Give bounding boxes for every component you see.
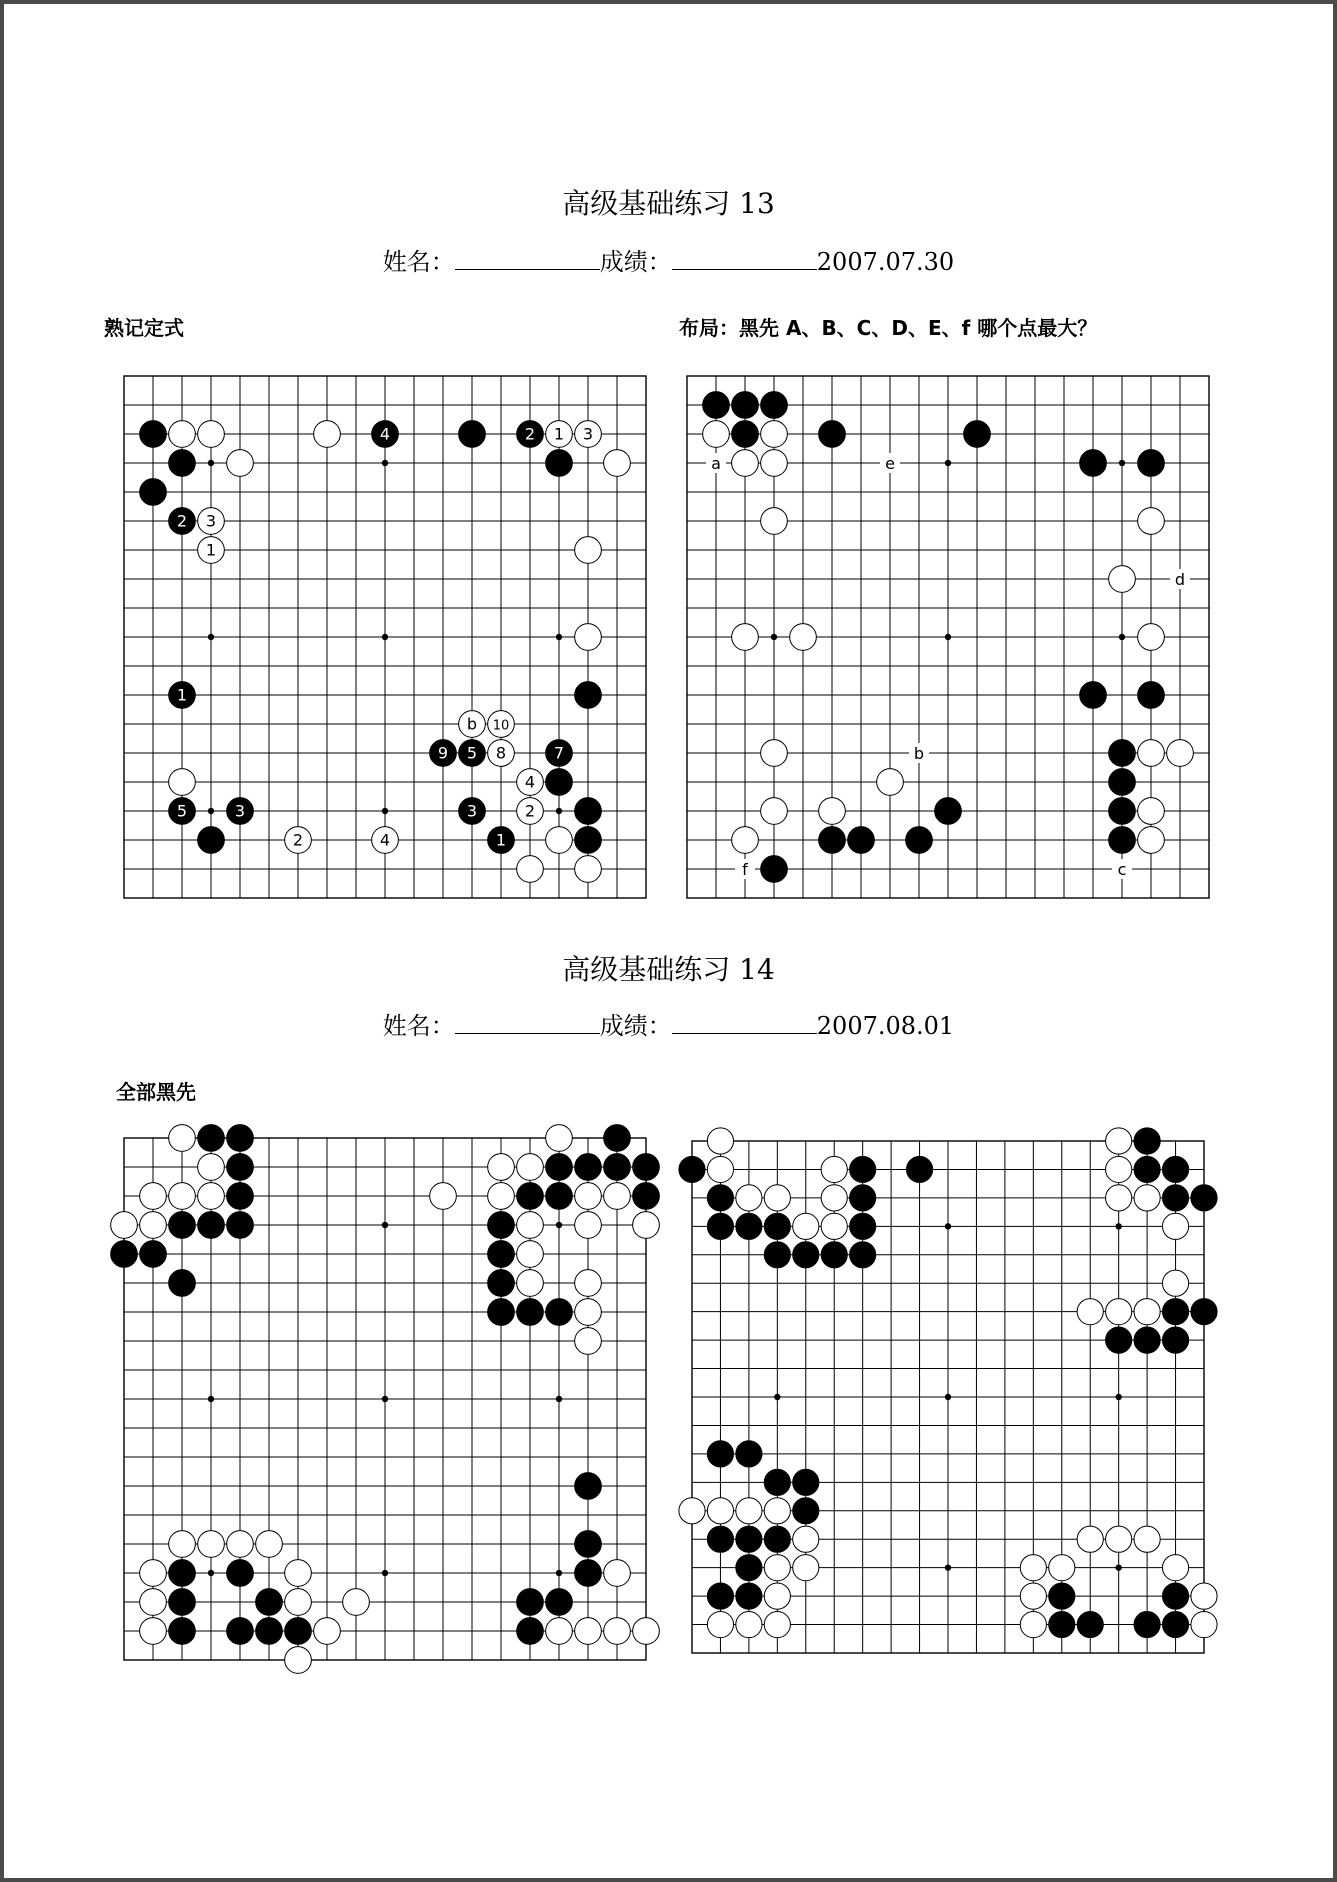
black-stone: [488, 1241, 515, 1268]
star-point: [382, 808, 388, 814]
black-stone: [736, 1441, 762, 1467]
go-board-problem-right: [692, 1141, 1204, 1653]
white-stone: [169, 1531, 196, 1558]
black-stone: [169, 1270, 196, 1297]
go-board-joseki: [124, 376, 646, 898]
white-stone: [517, 1270, 544, 1297]
black-stone: [793, 1469, 819, 1495]
white-stone: [793, 1526, 819, 1552]
white-stone: [736, 1498, 762, 1524]
black-stone: [575, 1560, 602, 1587]
black-stone: [764, 1213, 790, 1239]
star-point: [1119, 460, 1125, 466]
white-stone: [1077, 1526, 1103, 1552]
black-stone: [575, 798, 602, 825]
white-stone: [821, 1156, 847, 1182]
black-stone: [198, 827, 225, 854]
black-stone: [764, 1242, 790, 1268]
white-stone: [169, 1183, 196, 1210]
white-stone: [546, 1618, 573, 1645]
point-letter: f: [742, 860, 748, 879]
black-stone: [227, 1183, 254, 1210]
white-stone: [1106, 1526, 1132, 1552]
white-stone: [604, 450, 631, 477]
black-stone: [935, 798, 962, 825]
black-stone: [736, 1555, 762, 1581]
white-stone: [1191, 1583, 1217, 1609]
black-stone: [227, 1125, 254, 1152]
white-stone: [793, 1213, 819, 1239]
white-stone: [314, 1618, 341, 1645]
black-stone: [546, 1154, 573, 1181]
black-stone: [169, 1589, 196, 1616]
sheet14-info-row: [4, 1006, 1333, 1041]
white-stone: [140, 1183, 167, 1210]
point-letter: d: [1174, 570, 1186, 589]
star-point: [945, 634, 951, 640]
white-stone: [1138, 798, 1165, 825]
sheet13-left-label: 熟记定式: [104, 316, 184, 340]
star-point: [208, 460, 214, 466]
white-stone: [140, 1618, 167, 1645]
white-stone: [517, 1212, 544, 1239]
black-stone: [1049, 1611, 1075, 1637]
move-number: 1: [553, 424, 565, 444]
move-number: 3: [466, 801, 478, 821]
white-stone: [343, 1589, 370, 1616]
white-stone: [790, 624, 817, 651]
point-letter: b: [913, 744, 925, 763]
black-stone: [819, 421, 846, 448]
black-stone: [546, 1299, 573, 1326]
white-stone: [140, 1560, 167, 1587]
white-stone: [517, 1241, 544, 1268]
black-stone: [821, 1242, 847, 1268]
star-point: [771, 634, 777, 640]
black-stone: [1077, 1611, 1103, 1637]
white-stone: [732, 827, 759, 854]
black-stone: [732, 392, 759, 419]
white-stone: [821, 1213, 847, 1239]
star-point: [208, 808, 214, 814]
black-stone: [1191, 1299, 1217, 1325]
star-point: [1115, 1394, 1121, 1400]
move-number: 4: [524, 772, 536, 792]
black-stone: [707, 1185, 733, 1211]
black-stone: [850, 1242, 876, 1268]
black-stone: [848, 827, 875, 854]
white-stone: [1020, 1611, 1046, 1637]
star-point: [774, 1394, 780, 1400]
white-stone: [169, 421, 196, 448]
white-stone: [764, 1611, 790, 1637]
white-stone: [1020, 1583, 1046, 1609]
black-stone: [707, 1526, 733, 1552]
black-stone: [1162, 1299, 1188, 1325]
white-stone: [140, 1589, 167, 1616]
black-stone: [1109, 798, 1136, 825]
white-stone: [604, 1618, 631, 1645]
black-stone: [140, 1241, 167, 1268]
move-number: 2: [524, 801, 536, 821]
star-point: [556, 634, 562, 640]
white-stone: [575, 1328, 602, 1355]
black-stone: [227, 1212, 254, 1239]
white-stone: [793, 1555, 819, 1581]
white-stone: [764, 1185, 790, 1211]
star-point: [1119, 634, 1125, 640]
name-label: 姓名：: [382, 248, 455, 276]
move-number: 8: [495, 743, 507, 763]
white-stone: [761, 740, 788, 767]
black-stone: [906, 1156, 932, 1182]
white-stone: [198, 421, 225, 448]
black-stone: [575, 1531, 602, 1558]
white-stone: [736, 1611, 762, 1637]
black-stone: [227, 1618, 254, 1645]
star-point: [945, 1564, 951, 1570]
white-stone: [285, 1560, 312, 1587]
white-stone: [517, 856, 544, 883]
move-number: 2: [176, 511, 188, 531]
white-stone: [227, 1531, 254, 1558]
star-point: [556, 1396, 562, 1402]
white-stone: [1162, 1270, 1188, 1296]
black-stone: [1138, 682, 1165, 709]
black-stone: [764, 1526, 790, 1552]
black-stone: [761, 392, 788, 419]
score-blank: [672, 1011, 817, 1034]
move-number: b: [466, 714, 478, 734]
white-stone: [488, 1183, 515, 1210]
sheet13-date: 2007.07.30: [816, 248, 955, 276]
black-stone: [575, 1473, 602, 1500]
white-stone: [1134, 1185, 1160, 1211]
star-point: [1115, 1223, 1121, 1229]
black-stone: [793, 1242, 819, 1268]
white-stone: [736, 1185, 762, 1211]
white-stone: [679, 1498, 705, 1524]
star-point: [556, 1222, 562, 1228]
black-stone: [1162, 1583, 1188, 1609]
white-stone: [761, 421, 788, 448]
white-stone: [707, 1156, 733, 1182]
move-number: 2: [292, 830, 304, 850]
move-number: 9: [437, 743, 449, 763]
white-stone: [703, 421, 730, 448]
sheet14-title: 高级基础练习 14: [562, 953, 775, 986]
sheet14-left-label: 全部黑先: [116, 1080, 196, 1104]
white-stone: [1138, 740, 1165, 767]
move-number: 2: [524, 424, 536, 444]
black-stone: [703, 392, 730, 419]
move-number: 10: [492, 718, 510, 734]
black-stone: [1134, 1611, 1160, 1637]
star-point: [556, 1570, 562, 1576]
black-stone: [1049, 1583, 1075, 1609]
move-number: 1: [205, 540, 217, 560]
star-point: [382, 1222, 388, 1228]
black-stone: [1134, 1327, 1160, 1353]
black-stone: [546, 1589, 573, 1616]
white-stone: [604, 1183, 631, 1210]
move-number: 5: [176, 801, 188, 821]
white-stone: [285, 1647, 312, 1674]
name-blank: [455, 247, 600, 270]
white-stone: [1106, 1128, 1132, 1154]
star-point: [208, 634, 214, 640]
black-stone: [140, 421, 167, 448]
white-stone: [1138, 508, 1165, 535]
sheet13-info-row: [4, 242, 1333, 277]
black-stone: [736, 1213, 762, 1239]
black-stone: [575, 682, 602, 709]
move-number: 3: [582, 424, 594, 444]
black-stone: [517, 1589, 544, 1616]
white-stone: [1134, 1299, 1160, 1325]
move-number: 1: [176, 685, 188, 705]
black-stone: [850, 1156, 876, 1182]
black-stone: [488, 1270, 515, 1297]
black-stone: [140, 479, 167, 506]
black-stone: [707, 1583, 733, 1609]
white-stone: [1134, 1526, 1160, 1552]
black-stone: [1162, 1611, 1188, 1637]
white-stone: [488, 1154, 515, 1181]
white-stone: [198, 1183, 225, 1210]
white-stone: [761, 450, 788, 477]
black-stone: [459, 421, 486, 448]
black-stone: [1134, 1156, 1160, 1182]
black-stone: [488, 1299, 515, 1326]
white-stone: [1191, 1611, 1217, 1637]
black-stone: [169, 1560, 196, 1587]
white-stone: [575, 1299, 602, 1326]
black-stone: [517, 1299, 544, 1326]
black-stone: [1109, 827, 1136, 854]
white-stone: [1162, 1555, 1188, 1581]
white-stone: [764, 1583, 790, 1609]
black-stone: [169, 450, 196, 477]
black-stone: [111, 1241, 138, 1268]
star-point: [1115, 1564, 1121, 1570]
black-stone: [633, 1183, 660, 1210]
white-stone: [819, 798, 846, 825]
white-stone: [575, 1212, 602, 1239]
move-number: 4: [379, 424, 391, 444]
star-point: [945, 460, 951, 466]
point-letter: a: [711, 454, 721, 473]
white-stone: [1162, 1213, 1188, 1239]
white-stone: [707, 1611, 733, 1637]
star-point: [945, 1223, 951, 1229]
white-stone: [314, 421, 341, 448]
black-stone: [964, 421, 991, 448]
white-stone: [1167, 740, 1194, 767]
star-point: [382, 460, 388, 466]
white-stone: [575, 856, 602, 883]
point-letter: c: [1117, 860, 1127, 879]
white-stone: [1106, 1299, 1132, 1325]
black-stone: [707, 1213, 733, 1239]
black-stone: [546, 1183, 573, 1210]
black-stone: [1162, 1327, 1188, 1353]
sheet13-title: 高级基础练习 13: [562, 187, 775, 220]
move-number: 1: [495, 830, 507, 850]
black-stone: [169, 1212, 196, 1239]
white-stone: [169, 769, 196, 796]
black-stone: [1080, 682, 1107, 709]
white-stone: [732, 624, 759, 651]
black-stone: [604, 1125, 631, 1152]
star-point: [382, 634, 388, 640]
black-stone: [819, 827, 846, 854]
white-stone: [1106, 1185, 1132, 1211]
white-stone: [575, 624, 602, 651]
go-board-opening: [687, 376, 1209, 898]
black-stone: [1106, 1327, 1132, 1353]
white-stone: [430, 1183, 457, 1210]
white-stone: [877, 769, 904, 796]
black-stone: [1080, 450, 1107, 477]
black-stone: [575, 827, 602, 854]
black-stone: [256, 1589, 283, 1616]
white-stone: [764, 1555, 790, 1581]
point-letter: e: [885, 454, 895, 473]
white-stone: [1020, 1555, 1046, 1581]
white-stone: [761, 798, 788, 825]
white-stone: [604, 1560, 631, 1587]
white-stone: [633, 1618, 660, 1645]
black-stone: [517, 1183, 544, 1210]
move-number: 4: [379, 830, 391, 850]
black-stone: [736, 1583, 762, 1609]
white-stone: [517, 1154, 544, 1181]
white-stone: [1138, 624, 1165, 651]
white-stone: [1138, 827, 1165, 854]
black-stone: [1109, 769, 1136, 796]
black-stone: [227, 1560, 254, 1587]
white-stone: [1077, 1299, 1103, 1325]
black-stone: [707, 1441, 733, 1467]
move-number: 3: [234, 801, 246, 821]
white-stone: [575, 1183, 602, 1210]
white-stone: [575, 537, 602, 564]
black-stone: [679, 1156, 705, 1182]
black-stone: [732, 421, 759, 448]
black-stone: [604, 1154, 631, 1181]
score-label: 成绩：: [599, 1012, 672, 1040]
score-blank: [672, 247, 817, 270]
black-stone: [546, 450, 573, 477]
white-stone: [169, 1125, 196, 1152]
black-stone: [633, 1154, 660, 1181]
white-stone: [256, 1531, 283, 1558]
white-stone: [732, 450, 759, 477]
white-stone: [546, 827, 573, 854]
black-stone: [736, 1526, 762, 1552]
white-stone: [707, 1498, 733, 1524]
black-stone: [850, 1213, 876, 1239]
black-stone: [169, 1618, 196, 1645]
white-stone: [140, 1212, 167, 1239]
name-label: 姓名：: [382, 1012, 455, 1040]
black-stone: [1162, 1185, 1188, 1211]
black-stone: [198, 1125, 225, 1152]
star-point: [382, 1570, 388, 1576]
move-number: 3: [205, 511, 217, 531]
white-stone: [198, 1154, 225, 1181]
white-stone: [111, 1212, 138, 1239]
move-number: 5: [466, 743, 478, 763]
white-stone: [633, 1212, 660, 1239]
black-stone: [1191, 1185, 1217, 1211]
black-stone: [761, 856, 788, 883]
white-stone: [1049, 1555, 1075, 1581]
sheet13-right-label: 布局：黑先 A、B、C、D、E、f 哪个点最大？: [679, 316, 1098, 340]
black-stone: [850, 1185, 876, 1211]
black-stone: [793, 1498, 819, 1524]
name-blank: [455, 1011, 600, 1034]
white-stone: [575, 1618, 602, 1645]
white-stone: [821, 1185, 847, 1211]
black-stone: [575, 1154, 602, 1181]
star-point: [208, 1396, 214, 1402]
white-stone: [546, 1125, 573, 1152]
white-stone: [764, 1498, 790, 1524]
white-stone: [285, 1589, 312, 1616]
black-stone: [227, 1154, 254, 1181]
white-stone: [761, 508, 788, 535]
star-point: [382, 1396, 388, 1402]
white-stone: [198, 1531, 225, 1558]
star-point: [945, 1394, 951, 1400]
black-stone: [488, 1212, 515, 1239]
white-stone: [707, 1128, 733, 1154]
white-stone: [1109, 566, 1136, 593]
black-stone: [517, 1618, 544, 1645]
black-stone: [764, 1469, 790, 1495]
white-stone: [227, 450, 254, 477]
black-stone: [1162, 1156, 1188, 1182]
black-stone: [546, 769, 573, 796]
white-stone: [575, 1270, 602, 1297]
white-stone: [1106, 1156, 1132, 1182]
move-number: 7: [553, 743, 565, 763]
black-stone: [906, 827, 933, 854]
star-point: [556, 808, 562, 814]
star-point: [208, 1570, 214, 1576]
black-stone: [198, 1212, 225, 1239]
go-board-problem-left: [124, 1138, 646, 1660]
black-stone: [256, 1618, 283, 1645]
sheet14-date: 2007.08.01: [816, 1012, 955, 1040]
black-stone: [285, 1618, 312, 1645]
black-stone: [1134, 1128, 1160, 1154]
black-stone: [1138, 450, 1165, 477]
score-label: 成绩：: [599, 248, 672, 276]
black-stone: [1109, 740, 1136, 767]
